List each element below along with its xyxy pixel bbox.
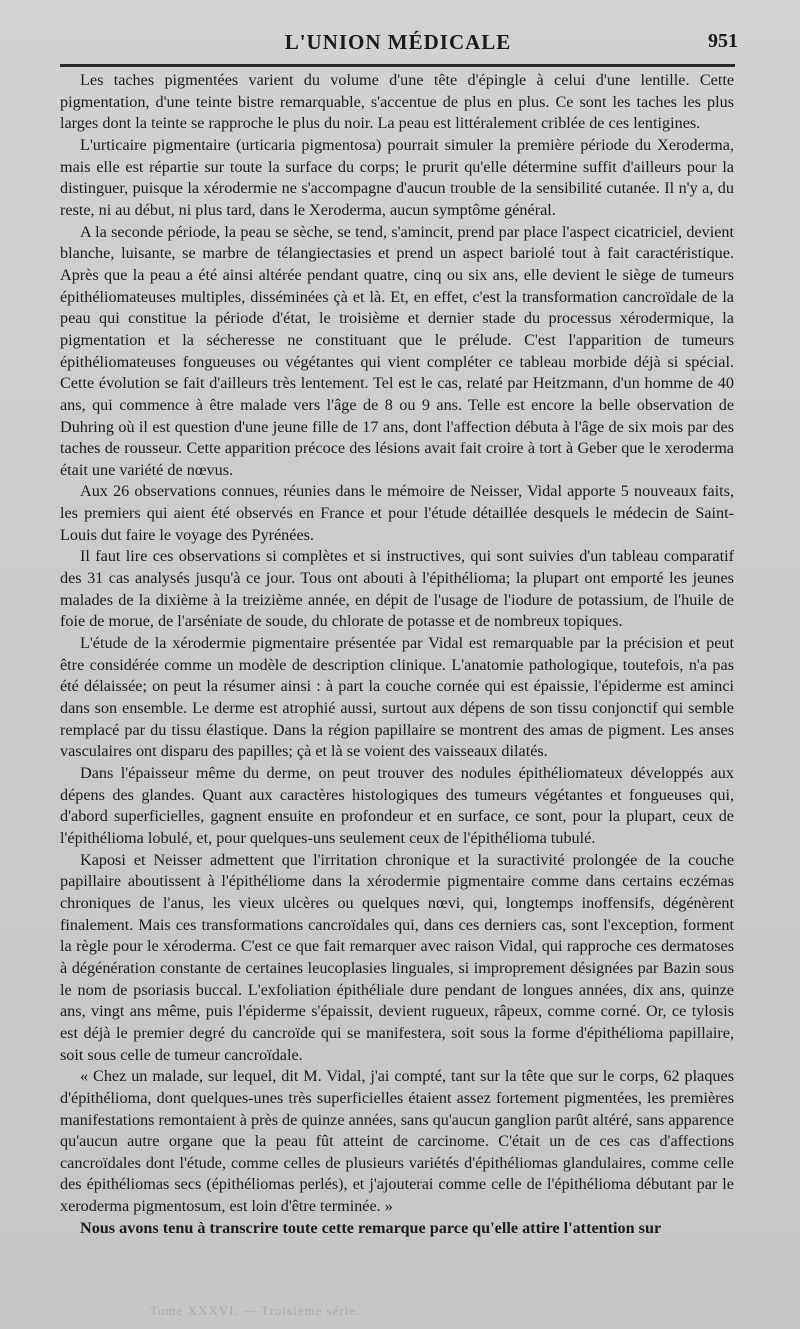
body-text (60, 70, 734, 1239)
paragraph-second-period: A la seconde période, la peau se sèche, se tend, s'amincit, prend par place l'aspect cicatriciel, devient blanche, luisante, se marbre de télangiectasies et prend un aspect bariolé tout à fait caractéristique. Après que la peau a été ainsi altérée pendant quatre, cinq ou six ans, elle devient le siège de tumeurs épithéliomateuses multiples, disséminées çà et là. Et, en effet, c'est la transformation cancroïdale de la peau qui constitue la période d'état, le troisième et dernier stade du processus xérodermique, la pigmentation et la sécheresse ne constituant que le prélude. C'est l'apparition de tumeurs épithéliomateuses fongueuses ou végétantes qui vient compléter ce tableau morbide déjà si spécial. Cette évolution se fait d'ailleurs très lentement. Tel est le cas, relaté par Heitzmann, d'un homme de 40 ans, qui commence à être malade vers l'âge de 8 ou 9 ans. Telle est encore la belle observation de Duhring où il est question d'une jeune fille de 17 ans, dont l'affection débuta à l'âge de six mois par des taches de rousseur. Cette apparition précoce des lésions avait fait croire à tort à Geber que le xeroderma était une variété de nœvus. (60, 222, 734, 479)
paragraph-comparative-table: Il faut lire ces observations si complètes et si instructives, qui sont suivies d'un tableau comparatif des 31 cas analysés jusqu'à ce jour. Tous ont abouti à l'épithélioma; la plupart ont emporté les jeunes malades de la dixième à la treizième année, en dépit de l'usage de l'iodure de potassium, de l'huile de foie de morue, de l'arséniate de soude, du chlorate de potasse et de nombreux topiques. (60, 547, 734, 631)
paragraph-vidal-study: L'étude de la xérodermie pigmentaire présentée par Vidal est remarquable par la précision et peut être considérée comme un modèle de description clinique. L'anatomie pathologique, toutefois, n'a pas été délaissée; on peut la résumer ainsi : à part la couche cornée qui est épaissie, l'épiderme est aminci dans son ensemble. Le derme est atrophié aussi, surtout aux dépens de son tissu conjonctif qui semble remplacé par du tissu élastique. Dans la région papillaire se montrent des amas de pigment. Les anses vasculaires ont disparu des papilles; çà et là se voient des vaisseaux dilatés. (60, 634, 734, 761)
running-title: L'UNION MÉDICALE (284, 30, 512, 54)
paragraph-observations: Aux 26 observations connues, réunies dans le mémoire de Neisser, Vidal apporte 5 nouveaux faits, les premiers qui aient été observés en France et pour l'étude détaillée desquels le médecin de Saint-Louis dut faire le voyage des Pyrénées. (60, 482, 734, 544)
paragraph-kaposi-neisser: Kaposi et Neisser admettent que l'irritation chronique et la suractivité prolongée de la couche papillaire aboutissent à l'épithéliome dans la xérodermie pigmentaire comme dans certains eczémas chroniques de l'anus, les vieux ulcères ou quelques nœvi, qui, longtemps inoffensifs, dégénèrent finalement. Mais ces transformations cancroïdales qui, dans ces derniers cas, sont l'exception, forment la règle pour le xéroderma. C'est ce que fait remarquer avec raison Vidal, qui rapproche ces dermatoses à dégénération constante de certaines leucoplasies linguales, si improprement désignées par Bazin sous le nom de psoriasis buccal. L'exfoliation épithéliale dure pendant de longues années, dix ans, quinze ans, vingt ans même, puis l'épiderme s'épaissit, devient rugueux, râpeux, comme corné. Or, ce tylosis est déjà le premier degré du cancroïde qui se manifestera, soit sous la forme d'épithélioma papillaire, soit sous celle de tumeur cancroïdale. (60, 850, 734, 1064)
paragraph-vidal-quote: « Chez un malade, sur lequel, dit M. Vidal, j'ai compté, tant sur la tête que sur le corps, 62 plaques d'épithélioma, dont quelques-unes très superficielles étaient assez fortement pigmentées, les premières manifestations remontaient à près de quinze années, sans qu'aucun ganglion parût altéré, sans apparence qu'aucun autre organe que la peau fût atteint de carcinome. C'était un de ces cas d'affections cancroïdales dont l'étude, comme celles de plusieurs variétés d'épithéliomas glandulaires, comme celle des épithéliomas secs (épithéliomas perlés), et j'ajouterai comme celle de l'épithélioma débutant par le xeroderma pigmentosum, est loin d'être terminée. » (60, 1067, 734, 1216)
page-header (58, 24, 738, 62)
paragraph-nodules: Dans l'épaisseur même du derme, on peut trouver des nodules épithéliomateux développés aux dépens des glandes. Quant aux caractères histologiques des tumeurs végétantes et fongueuses qui, d'abord superficielles, gagnent ensuite en profondeur et en surface, ce sont, pour la plupart, ceux de l'épithélioma lobulé, et, pour quelques-uns seulement ceux de l'épithélioma tubulé. (60, 764, 734, 847)
page-number: 951 (708, 30, 738, 52)
paragraph-closing: Nous avons tenu à transcrire toute cette remarque parce qu'elle attire l'attention sur (80, 1218, 662, 1237)
footer-faint-text: Tome XXXVI. — Troisième série. (150, 1303, 361, 1318)
paragraph-pigmented-spots: Les taches pigmentées varient du volume d'une tête d'épingle à celui d'une lentille. Cette pigmentation, d'une teinte bistre remarquable, s'accentue de plus en plus. Ce sont les taches les plus larges dont la teinte se rapproche le plus du noir. La peau est littéralement criblée de ces lentigines. (60, 71, 734, 133)
header-rule (60, 64, 735, 67)
paragraph-urticaria: L'urticaire pigmentaire (urticaria pigmentosa) pourrait simuler la première période du Xeroderma, mais elle est répartie sur toute la surface du corps; le prurit qu'elle détermine suffit d'ailleurs pour la distinguer, puisque la xérodermie ne s'accompagne d'aucun trouble de la sensibilité cutanée. Il n'y a, du reste, ni au début, ni plus tard, dans le Xeroderma, aucun symptôme général. (60, 135, 734, 219)
